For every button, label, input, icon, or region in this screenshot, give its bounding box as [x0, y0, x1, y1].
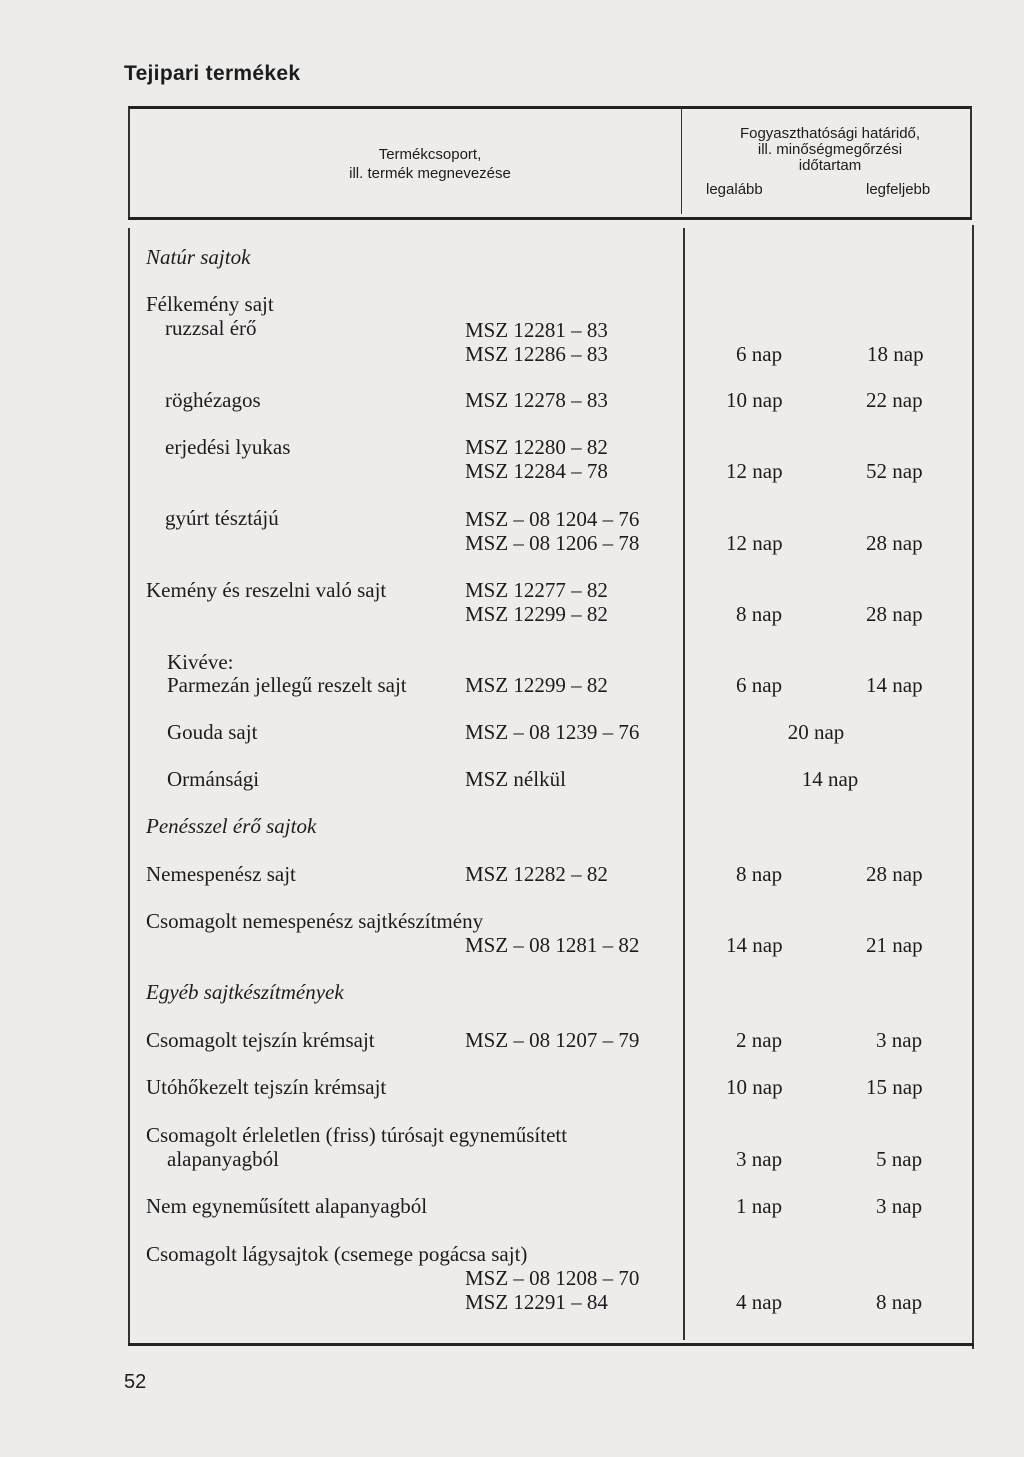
- header-min-label: legalább: [706, 181, 763, 198]
- group-heading-natur: Natúr sajtok: [146, 245, 251, 269]
- header-product-line2: ill. termék megnevezése: [349, 165, 511, 182]
- row-duration: 20 nap: [787, 720, 845, 744]
- row-name-continued: alapanyagból: [167, 1147, 279, 1171]
- row-standard: MSZ 12299 – 82: [465, 673, 608, 697]
- row-min: 4 nap: [736, 1290, 783, 1314]
- row-min: 10 nap: [726, 1075, 783, 1099]
- row-max: 3 nap: [876, 1028, 923, 1052]
- row-standard: MSZ 12291 – 84: [465, 1290, 608, 1314]
- row-min: 10 nap: [726, 388, 783, 412]
- row-standard: MSZ – 08 1239 – 76: [465, 720, 640, 744]
- row-max: 14 nap: [866, 673, 923, 697]
- row-min: 3 nap: [736, 1147, 783, 1171]
- row-name: Ormánsági: [167, 767, 260, 791]
- row-min: 2 nap: [736, 1028, 783, 1052]
- row-standard: MSZ nélkül: [465, 767, 566, 791]
- table-right-border: [972, 225, 974, 1349]
- table-left-border: [128, 228, 130, 1346]
- row-standard: MSZ 12299 – 82: [465, 602, 608, 626]
- header-max-label: legfeljebb: [866, 181, 931, 198]
- row-standard: MSZ 12281 – 83: [465, 318, 608, 342]
- row-max: 22 nap: [866, 388, 923, 412]
- header-duration-column: [690, 126, 970, 174]
- row-min: 6 nap: [736, 342, 783, 366]
- row-name: Csomagolt lágysajtok (csemege pogácsa sajt): [146, 1242, 528, 1266]
- row-duration: 14 nap: [801, 767, 859, 791]
- row-name: Utóhőkezelt tejszín krémsajt: [146, 1075, 387, 1099]
- row-name: gyúrt tésztájú: [165, 506, 279, 530]
- row-name: Félkemény sajt: [146, 292, 274, 316]
- row-max: 5 nap: [876, 1147, 923, 1171]
- row-standard: MSZ 12278 – 83: [465, 388, 608, 412]
- row-name: Gouda sajt: [167, 720, 258, 744]
- row-max: 28 nap: [866, 862, 923, 886]
- row-min: 8 nap: [736, 602, 783, 626]
- row-min: 12 nap: [726, 531, 783, 555]
- table-column-divider: [683, 228, 685, 1340]
- row-name: Csomagolt nemespenész sajtkészítmény: [146, 909, 484, 933]
- row-max: 52 nap: [866, 459, 923, 483]
- row-max: 18 nap: [867, 342, 924, 366]
- row-max: 28 nap: [866, 602, 923, 626]
- header-duration-line3: időtartam: [798, 157, 862, 174]
- row-name: erjedési lyukas: [165, 435, 291, 459]
- header-product-line1: Termékcsoport,: [378, 146, 482, 163]
- header-bottom-rule: [128, 217, 972, 220]
- row-min: 14 nap: [726, 933, 783, 957]
- row-name: Kivéve:: [167, 650, 234, 674]
- row-name: Csomagolt tejszín krémsajt: [146, 1028, 375, 1052]
- row-name: röghézagos: [165, 388, 261, 412]
- row-standard: MSZ – 08 1207 – 79: [465, 1028, 640, 1052]
- row-standard: MSZ 12286 – 83: [465, 342, 608, 366]
- group-heading-egyeb: Egyéb sajtkészítmények: [146, 980, 344, 1004]
- row-max: 15 nap: [866, 1075, 923, 1099]
- row-name: Kemény és reszelni való sajt: [146, 578, 387, 602]
- row-standard: MSZ 12284 – 78: [465, 459, 608, 483]
- row-min: 8 nap: [736, 862, 783, 886]
- row-min: 12 nap: [726, 459, 783, 483]
- row-standard: MSZ – 08 1204 – 76: [465, 507, 640, 531]
- row-standard: MSZ – 08 1206 – 78: [465, 531, 640, 555]
- header-column-divider: [681, 106, 682, 214]
- row-min: 6 nap: [736, 673, 783, 697]
- row-name: Nemespenész sajt: [146, 862, 296, 886]
- row-max: 8 nap: [876, 1290, 923, 1314]
- row-name: ruzzsal érő: [165, 316, 257, 340]
- row-name: Nem egyneműsített alapanyagból: [146, 1194, 428, 1218]
- page-number: 52: [124, 1371, 147, 1393]
- row-standard: MSZ – 08 1208 – 70: [465, 1266, 640, 1290]
- header-duration-line1: Fogyaszthatósági határidő,: [739, 125, 921, 142]
- section-title: Tejipari termékek: [124, 62, 301, 85]
- table-bottom-rule: [128, 1343, 974, 1346]
- row-standard: MSZ 12282 – 82: [465, 862, 608, 886]
- row-max: 3 nap: [876, 1194, 923, 1218]
- row-max: 21 nap: [866, 933, 923, 957]
- group-heading-penesz: Penésszel érő sajtok: [146, 814, 317, 838]
- row-standard: MSZ 12280 – 82: [465, 435, 608, 459]
- row-name: Csomagolt érleletlen (friss) túrósajt egyneműsített: [146, 1123, 568, 1147]
- row-min: 1 nap: [736, 1194, 783, 1218]
- row-name-continued: Parmezán jellegű reszelt sajt: [167, 673, 407, 697]
- header-duration-line2: ill. minőségmegőrzési: [757, 141, 903, 158]
- row-max: 28 nap: [866, 531, 923, 555]
- row-standard: MSZ 12277 – 82: [465, 578, 608, 602]
- row-standard: MSZ – 08 1281 – 82: [465, 933, 640, 957]
- header-product-column: [300, 145, 560, 183]
